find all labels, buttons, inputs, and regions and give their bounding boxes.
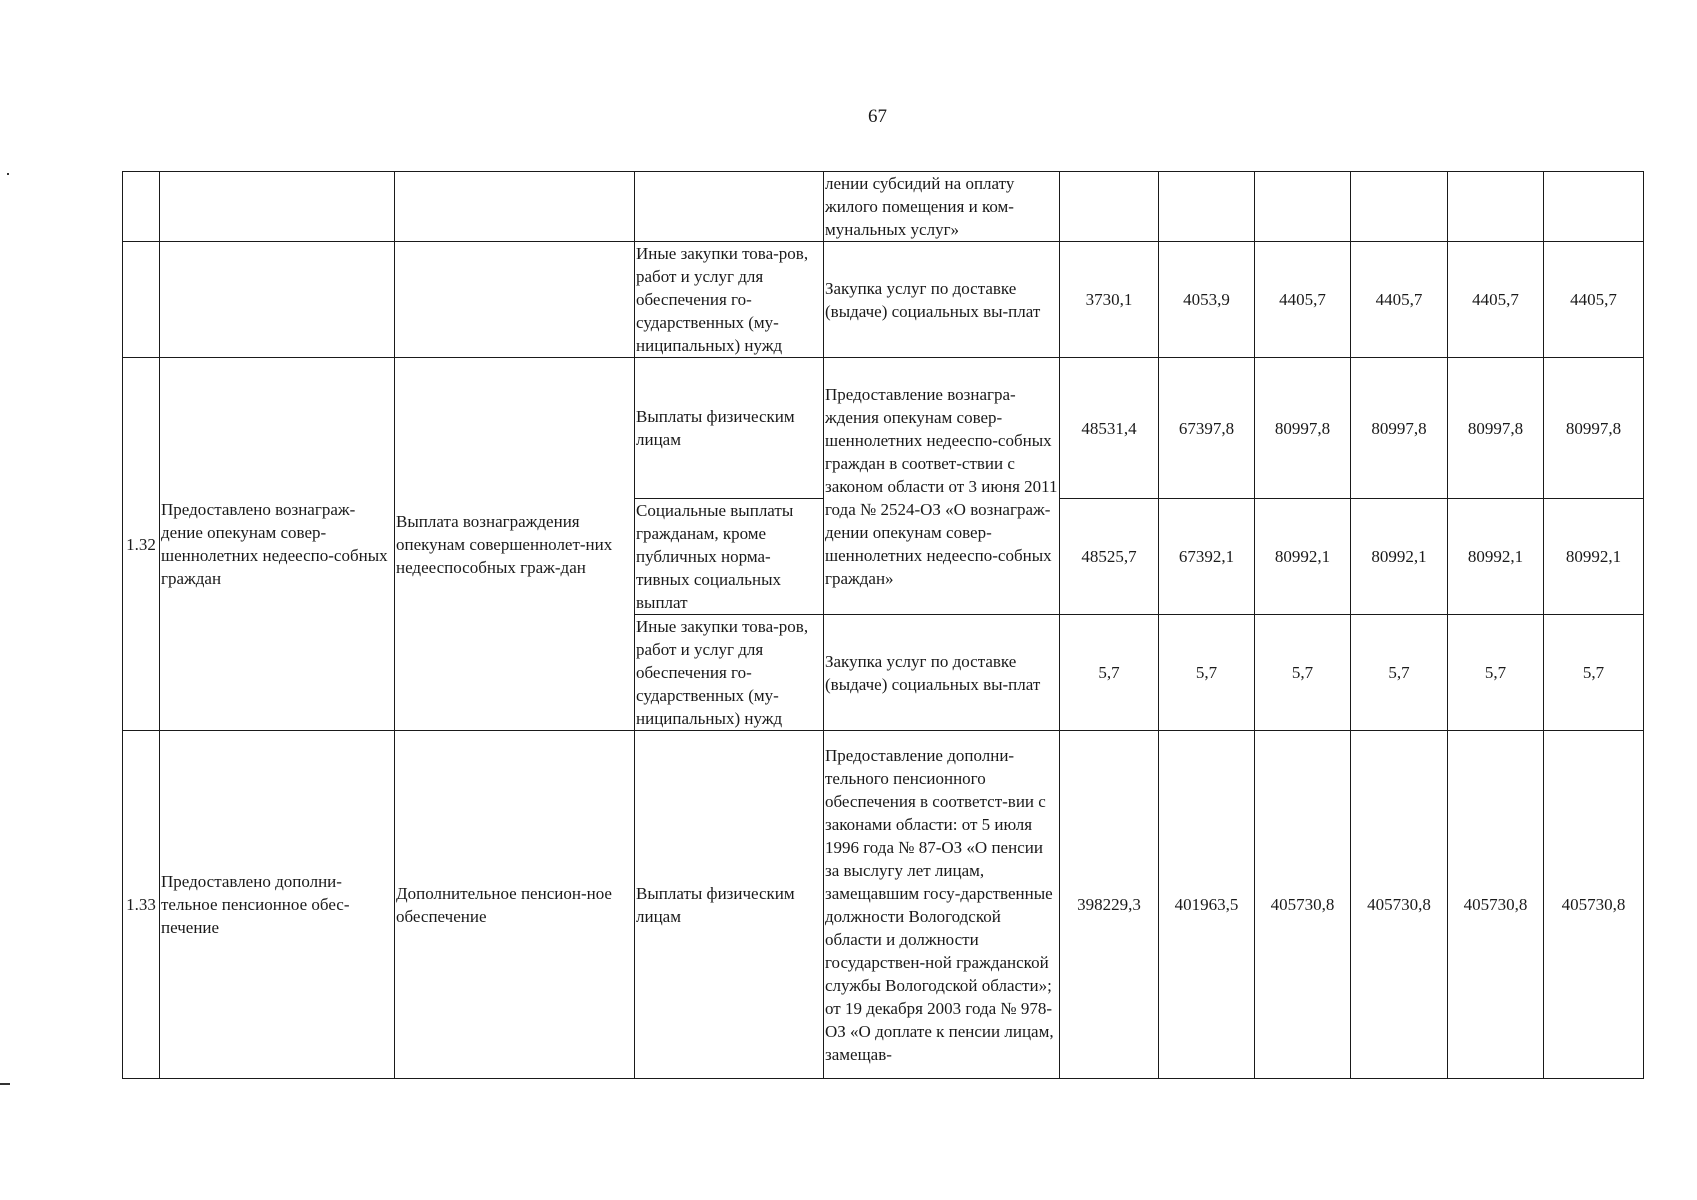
expense-type-cell: Социальные выплаты гражданам, кроме публичных норма-тивных социальных выплат [635, 499, 824, 615]
value-cell: 80992,1 [1255, 499, 1351, 615]
description-cell: Закупка услуг по доставке (выдаче) социальных вы-плат [824, 242, 1060, 358]
value-cell: 48531,4 [1060, 358, 1159, 499]
measure-cell: Выплата вознаграждения опекунам совершеннолет-них недееспособных граж-дан [395, 358, 635, 731]
description-cell: Предоставление дополни-тельного пенсионного обеспечения в соответст-вии с законами области: от 5 июля 1996 года № 87-ОЗ «О пенсии за выслугу лет лицам, замещавшим госу-дарственные должности Вологодской области и должности государствен-ной гражданской службы Вологодской области»; от 19 декабря 2003 года № 978-ОЗ «О доплате к пенсии лицам, замещав- [824, 731, 1060, 1079]
value-cell: 5,7 [1060, 615, 1159, 731]
value-cell: 80997,8 [1255, 358, 1351, 499]
page-number: 67 [868, 106, 887, 127]
measure-cell [395, 242, 635, 358]
expense-type-cell: Выплаты физическим лицам [635, 731, 824, 1079]
value-cell [1351, 172, 1448, 242]
result-cell [160, 172, 395, 242]
value-cell: 80997,8 [1544, 358, 1644, 499]
value-cell: 80992,1 [1351, 499, 1448, 615]
description-cell: Закупка услуг по доставке (выдаче) социальных вы-плат [824, 615, 1060, 731]
measure-cell [395, 172, 635, 242]
value-cell: 4405,7 [1255, 242, 1351, 358]
value-cell: 80992,1 [1448, 499, 1544, 615]
value-cell: 405730,8 [1448, 731, 1544, 1079]
value-cell: 405730,8 [1544, 731, 1644, 1079]
value-cell: 5,7 [1544, 615, 1644, 731]
table-row [123, 358, 1644, 499]
value-cell: 80997,8 [1448, 358, 1544, 499]
value-cell: 5,7 [1255, 615, 1351, 731]
expense-type-cell [635, 172, 824, 242]
value-cell [1159, 172, 1255, 242]
num-cell: 1.32 [123, 358, 160, 731]
measure-cell: Дополнительное пенсион-ное обеспечение [395, 731, 635, 1079]
value-cell [1060, 172, 1159, 242]
value-cell: 80997,8 [1351, 358, 1448, 499]
value-cell: 5,7 [1159, 615, 1255, 731]
table-row [123, 242, 1644, 358]
margin-mark-bottom [0, 1083, 10, 1085]
value-cell: 48525,7 [1060, 499, 1159, 615]
expense-type-cell: Иные закупки това-ров, работ и услуг для обеспечения го-сударственных (му-ниципальных) нужд [635, 615, 824, 731]
table-row [123, 731, 1644, 1079]
value-cell: 5,7 [1448, 615, 1544, 731]
budget-table [122, 171, 1644, 1079]
result-cell: Предоставлено дополни-тельное пенсионное обес-печение [160, 731, 395, 1079]
value-cell: 405730,8 [1255, 731, 1351, 1079]
value-cell [1448, 172, 1544, 242]
value-cell: 67397,8 [1159, 358, 1255, 499]
num-cell [123, 242, 160, 358]
value-cell: 5,7 [1351, 615, 1448, 731]
num-cell: 1.33 [123, 731, 160, 1079]
value-cell [1544, 172, 1644, 242]
expense-type-cell: Выплаты физическим лицам [635, 358, 824, 499]
value-cell: 4053,9 [1159, 242, 1255, 358]
value-cell: 4405,7 [1351, 242, 1448, 358]
value-cell: 401963,5 [1159, 731, 1255, 1079]
result-cell: Предоставлено вознаграж-дение опекунам совер-шеннолетних недееспо-собных граждан [160, 358, 395, 731]
value-cell: 80992,1 [1544, 499, 1644, 615]
table-row [123, 172, 1644, 242]
num-cell [123, 172, 160, 242]
value-cell: 398229,3 [1060, 731, 1159, 1079]
margin-mark-top [7, 173, 9, 175]
value-cell: 67392,1 [1159, 499, 1255, 615]
description-cell: лении субсидий на оплату жилого помещения и ком-мунальных услуг» [824, 172, 1060, 242]
value-cell: 3730,1 [1060, 242, 1159, 358]
value-cell: 4405,7 [1544, 242, 1644, 358]
expense-type-cell: Иные закупки това-ров, работ и услуг для обеспечения го-сударственных (му-ниципальных) нужд [635, 242, 824, 358]
description-cell: Предоставление вознагра-ждения опекунам совер-шеннолетних недееспо-собных граждан в соответ-ствии с законом области от 3 июня 2011 года № 2524-ОЗ «О вознаграж-дении опекунам совер-шеннолетних недееспо-собных граждан» [824, 358, 1060, 615]
value-cell: 4405,7 [1448, 242, 1544, 358]
value-cell [1255, 172, 1351, 242]
result-cell [160, 242, 395, 358]
value-cell: 405730,8 [1351, 731, 1448, 1079]
